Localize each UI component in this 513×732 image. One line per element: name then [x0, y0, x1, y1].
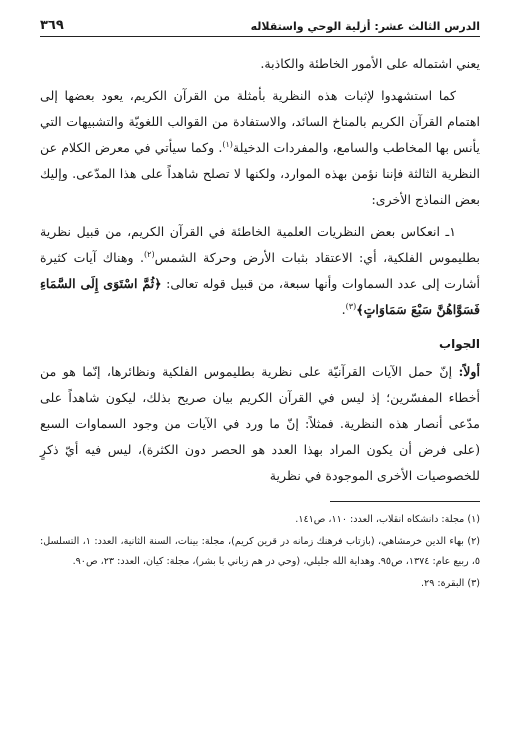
paragraph-2-tail: . وكما سيأتي في معرض الكلام عن النظرية الثالثة فإننا نؤمن بهذه الموارد، ولكنها لا تصلح شاهداً على هذا المدّعى. وإليك بعض النماذج الأخرى:	[40, 140, 480, 207]
running-header	[40, 18, 480, 37]
page-number: ٣٦٩	[40, 18, 64, 33]
paragraph-4-lead: أولاً:	[458, 364, 480, 379]
footnote-ref-1: (١)	[222, 139, 233, 149]
body-text	[40, 51, 480, 489]
paragraph-3-text: ١ـ انعكاس بعض النظريات العلمية الخاطئة في القرآن الكريم، من قبيل نظرية بطليموس الفلكية، أي: الاعتقاد بثبات الأرض وحركة الشمس	[40, 224, 481, 265]
footnote-3: (٣) البقرة: ٢٩.	[420, 578, 480, 589]
footnote-divider	[330, 501, 480, 502]
running-title: الدرس الثالث عشر: أزلية الوحي واستقلاله	[250, 20, 480, 33]
paragraph-2	[40, 83, 480, 213]
paragraph-3-tail: .	[341, 302, 346, 317]
quran-verse: ﴿ثُمَّ اسْتَوَى إِلَى السَّمَاءِ فَسَوَّاهُنَّ سَبْعَ سَمَاوَاتٍ﴾	[40, 276, 480, 317]
paragraph-2-text: كما استشهدوا لإثبات هذه النظرية بأمثلة من القرآن الكريم، يعود بعضها إلى اهتمام القرآن الكريم بالمناخ السائد، والاستفادة من القوالب اللغويّة والتشبيهات التي يأنس بها المخاطب والسامع، والمفردات الدخيلة	[40, 88, 480, 155]
paragraph-1	[40, 51, 480, 77]
paragraph-4	[40, 359, 480, 489]
paragraph-4-text: إنّ حمل الآيات القرآنيّة على نظرية بطليموس الفلكية ونظائرها، إنّما هو من أخطاء المفسّرين؛ إذ ليس في القرآن الكريم بيان صريح بذلك، ليكون شاهداً على مدّعى أنصار هذه النظرية. فمثلاً: إنّ ما ورد في الآيات من وجود السماوات السبع (على فرض أن يكون المراد بهذا العدد هو الحصر دون الكثرة)، ليس فيه أيّ ذكرٍ للخصوصيات الأخرى الموجودة في نظرية	[40, 364, 480, 483]
paragraph-1-text: يعني اشتماله على الأمور الخاطئة والكاذبة.	[260, 56, 480, 71]
footnote-ref-2: (٢)	[144, 249, 155, 259]
footnote-ref-3: (٣)	[345, 301, 357, 311]
footnotes	[40, 510, 480, 594]
footnote-1: (١) مجلة: دانشكاه انقلاب، العدد: ١١٠، ص١٤١.	[295, 514, 480, 525]
footnote-2: (٢) بهاء الدين خرمشاهي، (بازتاب فرهنك زمانه در قرين كريم)، مجلة: بينات، السنة الثانية، العدد: ١، التسلسل: ٥، ربيع عام: ١٣٧٤، ص٩٥. وهداية الله جليلي، (وحي در هم زباني با بشر)، مجلة: كيان، العدد: ٢٣، ص٩٠.	[40, 536, 480, 567]
paragraph-3	[40, 219, 480, 323]
section-title-answer: الجواب	[439, 337, 480, 351]
paragraph-3-mid: . وهناك آيات كثيرة أشارت إلى عدد السماوات وأنها سبعة، من قبيل قوله تعالى:	[40, 250, 481, 291]
document-page	[40, 18, 480, 718]
